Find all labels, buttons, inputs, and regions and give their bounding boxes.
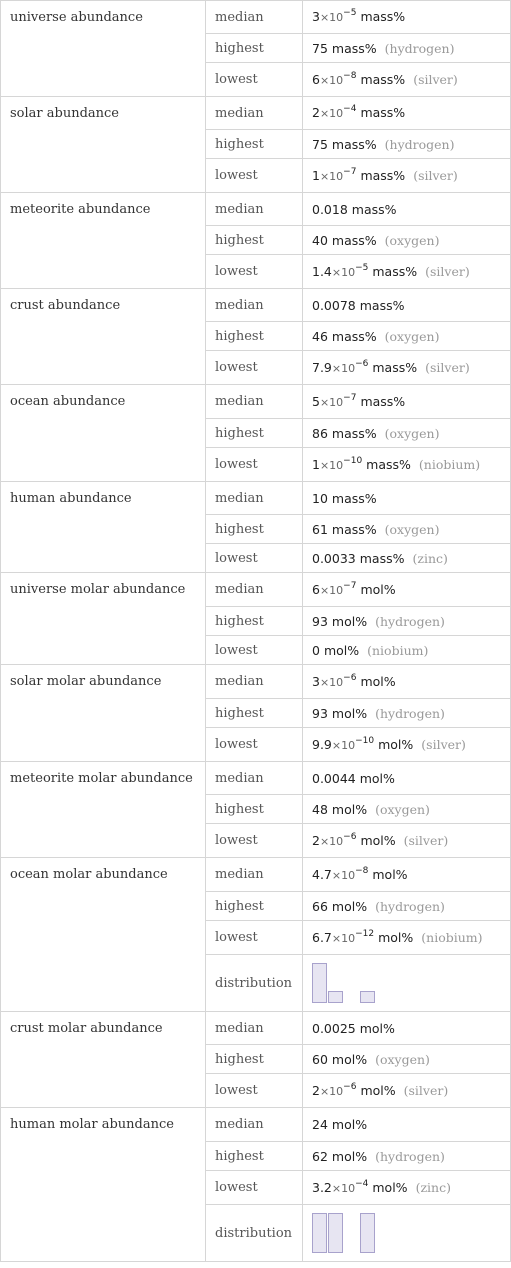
value-exponent: −10: [355, 735, 375, 746]
table-row: [1, 482, 511, 515]
value-cell: [303, 1171, 511, 1205]
stat-label: highest: [206, 1142, 303, 1171]
stat-label: highest: [206, 1045, 303, 1074]
value-cell: [303, 515, 511, 544]
value-exponent: −12: [355, 928, 375, 939]
times-ten: ×10: [319, 1085, 344, 1099]
histogram-bar: [360, 1213, 375, 1253]
stat-label: lowest: [206, 824, 303, 858]
value-cell: [303, 1074, 511, 1108]
element-note: (oxygen): [384, 328, 440, 344]
histogram-bar: [312, 963, 327, 1003]
times-ten: ×10: [319, 676, 344, 690]
value-unit: mass%: [359, 550, 405, 566]
value-number: 24: [312, 1117, 328, 1132]
property-name: solar molar abundance: [1, 665, 206, 762]
property-name: human abundance: [1, 482, 206, 573]
value-cell: [303, 858, 511, 892]
value-cell: [303, 419, 511, 448]
element-note: (silver): [425, 264, 470, 280]
distribution-histogram: [312, 963, 501, 1003]
value-cell: [303, 824, 511, 858]
value-cell: [303, 607, 511, 636]
value-unit: mol%: [359, 770, 395, 786]
times-ten: ×10: [319, 396, 344, 410]
stat-label: lowest: [206, 921, 303, 955]
value-unit: mass%: [366, 457, 411, 473]
value-unit: mol%: [372, 1180, 408, 1196]
times-ten: ×10: [331, 869, 356, 883]
value-unit: mol%: [323, 642, 360, 658]
value-cell: [303, 385, 511, 419]
histogram-bar: [360, 991, 375, 1003]
value-cell: [303, 665, 511, 699]
value-cell: [303, 34, 511, 63]
stat-label: median: [206, 97, 303, 130]
value-unit: mass%: [372, 264, 418, 280]
value-exponent: −6: [343, 672, 357, 683]
value-number: 0.0044: [312, 770, 356, 786]
value-exponent: −4: [343, 104, 357, 115]
table-row: [1, 665, 511, 699]
element-note: (hydrogen): [384, 136, 455, 152]
times-ten: ×10: [319, 459, 344, 473]
stat-label: lowest: [206, 728, 303, 762]
property-name: ocean molar abundance: [1, 858, 206, 1012]
value-mantissa: 1.4: [312, 264, 332, 280]
stat-label: median: [206, 482, 303, 515]
times-ten: ×10: [319, 170, 344, 184]
value-cell: [303, 482, 511, 515]
times-ten: ×10: [319, 835, 344, 849]
stat-label: highest: [206, 322, 303, 351]
value-number: 60: [312, 1051, 328, 1067]
element-note: (silver): [413, 168, 458, 184]
value-exponent: −4: [355, 1178, 369, 1189]
value-unit: mol%: [331, 1051, 368, 1067]
table-row: [1, 97, 511, 130]
element-note: (hydrogen): [375, 613, 445, 629]
value-cell: [303, 351, 511, 385]
value-cell: [303, 892, 511, 921]
value-unit: mass%: [331, 40, 377, 56]
property-name: universe abundance: [1, 1, 206, 97]
stat-label: lowest: [206, 159, 303, 193]
histogram-bar: [328, 1213, 343, 1253]
stat-label: lowest: [206, 351, 303, 385]
value-unit: mol%: [360, 582, 396, 598]
stat-label: lowest: [206, 636, 303, 665]
value-unit: mass%: [372, 360, 418, 376]
stat-label: highest: [206, 607, 303, 636]
value-mantissa: 3: [312, 9, 320, 25]
value-unit: mass%: [360, 168, 406, 184]
property-name: ocean abundance: [1, 385, 206, 482]
value-unit: mol%: [360, 674, 396, 690]
value-unit: mass%: [331, 136, 377, 152]
value-number: 62: [312, 1148, 328, 1164]
value-unit: mol%: [359, 1020, 395, 1036]
element-note: (silver): [421, 737, 466, 753]
times-ten: ×10: [331, 266, 356, 280]
element-note: (oxygen): [384, 425, 440, 441]
value-unit: mol%: [331, 898, 368, 914]
value-cell: [303, 636, 511, 665]
abundance-table-body: [1, 1, 511, 1262]
value-unit: mol%: [331, 705, 368, 721]
stat-label: highest: [206, 419, 303, 448]
table-row: [1, 858, 511, 892]
element-note: (oxygen): [375, 801, 430, 817]
value-unit: mass%: [359, 297, 405, 313]
times-ten: ×10: [319, 74, 344, 88]
table-row: [1, 1, 511, 34]
value-cell: [303, 255, 511, 289]
element-note: (oxygen): [384, 232, 440, 248]
value-cell: [303, 921, 511, 955]
stat-label: median: [206, 1108, 303, 1142]
element-note: (hydrogen): [384, 40, 455, 56]
element-note: (niobium): [418, 457, 481, 473]
table-row: [1, 1108, 511, 1142]
stat-label: median: [206, 289, 303, 322]
value-mantissa: 7.9: [312, 360, 332, 376]
value-exponent: −7: [343, 580, 357, 591]
value-unit: mol%: [360, 833, 396, 849]
element-note: (silver): [425, 360, 470, 376]
times-ten: ×10: [331, 932, 356, 946]
value-number: 40: [312, 232, 328, 248]
stat-label: median: [206, 573, 303, 607]
times-ten: ×10: [331, 362, 356, 376]
table-row: [1, 289, 511, 322]
value-mantissa: 2: [312, 105, 320, 121]
property-name: human molar abundance: [1, 1108, 206, 1262]
value-cell: [303, 1108, 511, 1142]
value-exponent: −5: [355, 262, 369, 273]
value-exponent: −7: [343, 166, 357, 177]
table-row: [1, 193, 511, 226]
value-cell: [303, 1045, 511, 1074]
value-cell: [303, 159, 511, 193]
stat-label: median: [206, 665, 303, 699]
histogram-bar: [312, 1213, 327, 1253]
stat-label: highest: [206, 892, 303, 921]
distribution-histogram: [312, 1213, 501, 1253]
value-number: 93: [312, 613, 328, 629]
value-cell: [303, 728, 511, 762]
property-name: solar abundance: [1, 97, 206, 193]
value-unit: mol%: [378, 930, 414, 946]
stat-label: lowest: [206, 1171, 303, 1205]
element-note: (silver): [403, 1083, 449, 1099]
stat-label: lowest: [206, 544, 303, 573]
value-number: 0.0025: [312, 1020, 356, 1036]
stat-label: median: [206, 1, 303, 34]
value-unit: mass%: [360, 105, 406, 121]
element-note: (silver): [413, 72, 458, 88]
stat-label: highest: [206, 699, 303, 728]
stat-label: median: [206, 193, 303, 226]
stat-label: median: [206, 385, 303, 419]
value-cell: [303, 762, 511, 795]
value-exponent: −6: [343, 831, 357, 842]
times-ten: ×10: [319, 584, 344, 598]
value-unit: mass%: [331, 425, 377, 441]
stat-label: lowest: [206, 448, 303, 482]
value-cell: [303, 226, 511, 255]
value-number: 0: [312, 642, 320, 658]
value-unit: mass%: [351, 201, 397, 217]
value-cell: [303, 544, 511, 573]
value-mantissa: 9.9: [312, 737, 332, 753]
distribution-cell: [303, 955, 511, 1012]
value-unit: mass%: [331, 521, 377, 537]
value-exponent: −6: [343, 1081, 357, 1092]
value-unit: mass%: [331, 232, 377, 248]
value-number: 61: [312, 521, 328, 537]
value-number: 66: [312, 898, 328, 914]
value-number: 75: [312, 136, 328, 152]
value-mantissa: 1: [312, 457, 320, 473]
property-name: universe molar abundance: [1, 573, 206, 665]
value-number: 48: [312, 801, 328, 817]
value-cell: [303, 193, 511, 226]
stat-label: lowest: [206, 255, 303, 289]
value-exponent: −8: [355, 865, 369, 876]
value-mantissa: 6: [312, 72, 320, 88]
times-ten: ×10: [319, 11, 344, 25]
value-cell: [303, 573, 511, 607]
value-mantissa: 2: [312, 833, 320, 849]
stat-label: highest: [206, 515, 303, 544]
value-unit: mass%: [360, 394, 406, 410]
value-unit: mass%: [331, 490, 377, 506]
element-note: (hydrogen): [375, 898, 445, 914]
value-number: 0.018: [312, 201, 348, 217]
value-mantissa: 5: [312, 394, 320, 410]
table-row: [1, 762, 511, 795]
table-row: [1, 573, 511, 607]
value-exponent: −10: [343, 455, 363, 466]
value-unit: mol%: [331, 1117, 368, 1132]
stat-label: highest: [206, 34, 303, 63]
element-note: (silver): [403, 833, 449, 849]
value-number: 75: [312, 40, 328, 56]
value-number: 93: [312, 705, 328, 721]
value-exponent: −6: [355, 358, 369, 369]
value-unit: mass%: [331, 328, 377, 344]
stat-label: median: [206, 762, 303, 795]
property-name: crust molar abundance: [1, 1012, 206, 1108]
value-unit: mol%: [331, 801, 368, 817]
stat-label: highest: [206, 130, 303, 159]
stat-label: highest: [206, 226, 303, 255]
value-mantissa: 6.7: [312, 930, 332, 946]
table-row: [1, 1012, 511, 1045]
value-number: 10: [312, 490, 328, 506]
value-unit: mol%: [372, 867, 408, 883]
value-number: 86: [312, 425, 328, 441]
element-note: (oxygen): [384, 521, 440, 537]
value-cell: [303, 130, 511, 159]
element-note: (hydrogen): [375, 705, 445, 721]
stat-label: median: [206, 858, 303, 892]
property-name: meteorite abundance: [1, 193, 206, 289]
value-mantissa: 2: [312, 1083, 320, 1099]
value-cell: [303, 1012, 511, 1045]
value-unit: mol%: [360, 1083, 396, 1099]
value-number: 0.0033: [312, 550, 356, 566]
stat-label: lowest: [206, 1074, 303, 1108]
distribution-cell: [303, 1205, 511, 1262]
value-exponent: −8: [343, 70, 357, 81]
stat-label: lowest: [206, 63, 303, 97]
value-mantissa: 3: [312, 674, 320, 690]
value-exponent: −5: [343, 8, 357, 19]
property-name: meteorite molar abundance: [1, 762, 206, 858]
histogram-bar: [328, 991, 343, 1003]
element-note: (hydrogen): [375, 1148, 445, 1164]
value-number: 0.0078: [312, 297, 356, 313]
stat-label: distribution: [206, 1205, 303, 1262]
value-cell: [303, 63, 511, 97]
times-ten: ×10: [331, 739, 356, 753]
table-row: [1, 385, 511, 419]
value-number: 46: [312, 328, 328, 344]
value-unit: mass%: [360, 72, 406, 88]
stat-label: distribution: [206, 955, 303, 1012]
value-mantissa: 6: [312, 582, 320, 598]
element-note: (zinc): [412, 550, 448, 566]
value-unit: mol%: [331, 613, 368, 629]
value-exponent: −7: [343, 392, 357, 403]
value-mantissa: 3.2: [312, 1180, 332, 1196]
value-cell: [303, 322, 511, 351]
value-cell: [303, 1142, 511, 1171]
value-unit: mol%: [331, 1148, 368, 1164]
value-mantissa: 4.7: [312, 867, 332, 883]
value-cell: [303, 97, 511, 130]
value-cell: [303, 699, 511, 728]
value-mantissa: 1: [312, 168, 320, 184]
element-note: (zinc): [415, 1180, 451, 1196]
value-cell: [303, 795, 511, 824]
value-cell: [303, 448, 511, 482]
times-ten: ×10: [331, 1182, 356, 1196]
value-cell: [303, 289, 511, 322]
value-unit: mass%: [360, 9, 406, 25]
element-note: (niobium): [421, 930, 483, 946]
stat-label: median: [206, 1012, 303, 1045]
value-unit: mol%: [378, 737, 414, 753]
stat-label: highest: [206, 795, 303, 824]
element-note: (oxygen): [375, 1051, 430, 1067]
value-cell: [303, 1, 511, 34]
property-name: crust abundance: [1, 289, 206, 385]
element-note: (niobium): [367, 642, 429, 658]
times-ten: ×10: [319, 107, 344, 121]
